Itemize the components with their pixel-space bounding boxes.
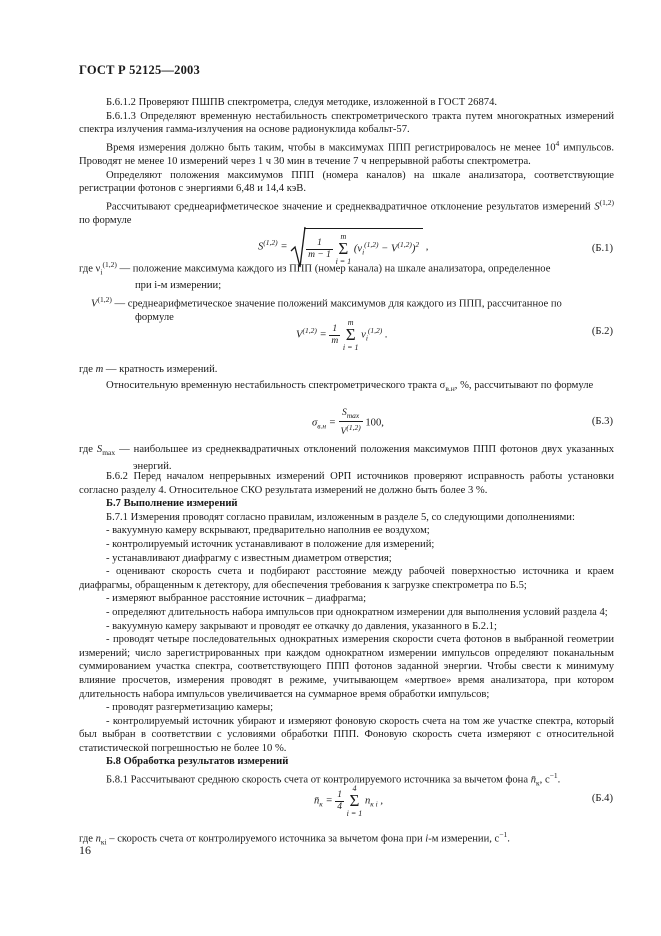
- legend-nki: где $n_{кi}$ – скорость счета от контролируемого источника за вычетом фона при i-м измерении, $с^{-1}$.: [79, 830, 510, 847]
- heading-b8: Б.8 Обработка результатов измерений: [106, 756, 289, 768]
- paragraph-relative-instability: Относительную временную нестабильность спектрометрического тракта $\sigma_{в.н}$, %, рассчитывают по формуле: [106, 380, 594, 394]
- section-b7-text: [79, 470, 614, 790]
- list-item: - измеряют выбранное расстояние источник – диафрагма;: [106, 593, 367, 605]
- formula-number-b2: (Б.2): [591, 326, 613, 337]
- formula-b1: S$^{(1,2)}$ = $\frac{1}{m - 1}$ m Σ i = 1 $(\nu_i^{(1,2)} - V^{(1,2)})^2$ ,: [258, 225, 428, 269]
- list-item: - вакуумную камеру закрывают и проводят ее откачку до давления, указанного в Б.2.1;: [106, 620, 497, 632]
- list-item: - определяют длительность набора импульсов при однократном измерении для выполнения условий раздела 4;: [106, 606, 608, 618]
- formula-number-b3: (Б.3): [591, 416, 613, 427]
- legend-nu-cont: при i-м измерении;: [135, 280, 222, 292]
- list-item: - контролируемый источник убирают и измеряют фоновую скорость счета на том же участке спектра, который был выбран в соответствии с условиями обработки ППП. Фоновую скорость счета измеряют с относительной статистической погрешностью не более 10 %.: [79, 715, 614, 754]
- section-b6-text: [79, 96, 614, 227]
- list-item: - оценивают скорость счета и подбирают расстояние между рабочей поверхностью источника и краем диафрагмы, обращенным к детектору, для обеспечения требования к загрузке спектрометра по Б.5;: [79, 566, 614, 591]
- heading-b7: Б.7 Выполнение измерений: [106, 498, 238, 510]
- document-header: ГОСТ Р 52125—2003: [79, 63, 200, 77]
- list-item: - проводят четыре последовательных однократных измерения скорости счета фотонов в выбранной геометрии измерений; число зарегистрированных при каждом однократном измерении импульсов определяют поканальным суммированием участка спектра, соответствующего ППП фотонов заданной энергии. Чтобы свести к минимуму влияние просчетов, измерения проводят в режиме, учитывающем «мертвое» время анализатора, при котором длительность набора импульсов увеличивается на суммарное время обработки импульсов;: [79, 634, 614, 700]
- list-item: - проводят разгерметизацию камеры;: [106, 702, 274, 714]
- legend-m: где m — кратность измерений.: [79, 364, 218, 375]
- paragraph-b81: Б.8.1 Рассчитывают среднюю скорость счета от контролируемого источника за вычетом фона $n̄_к$, $с^{-1}$.: [106, 771, 561, 788]
- legend-nu: где $\nu_i^{(1,2)}$ — положение максимума каждого из ППП (номер канала) на шкале анализатора, определенное: [79, 260, 551, 277]
- list-item: - устанавливают диафрагму с известным диаметром отверстия;: [106, 552, 392, 564]
- legend-v: V$^{(1,2)}$ — среднеарифметическое значение положений максимумов для каждого из ППП, рассчитанное по: [91, 294, 562, 310]
- page-number: 16: [79, 843, 91, 857]
- paragraph-measurement-time: Время измерения должно быть таким, чтобы в максимумах ППП регистрировалось не менее $10^4$ импульсов. Проводят не менее 10 измерений через 1 ч 30 мин в течение 7 ч непрерывной работы спектрометра.: [79, 138, 614, 167]
- formula-b2: V$^{(1,2)}$ = $\frac{1}{m}$ m Σ i = 1 $\nu_i^{(1,2)}$ .: [296, 318, 388, 352]
- paragraph-peak-positions: Определяют положения максимумов ППП (номера каналов) на шкале анализатора, соответствующие регистрации фотонов с энергиями 6,48 и 14,4 кэВ.: [79, 169, 614, 195]
- legend-v-cont: формуле: [135, 311, 174, 323]
- paragraph-b613: Б.6.1.3 Определяют временную нестабильность спектрометрического тракта путем многократных измерений спектра излучения гамма-излучения на основе радионуклида кобальт-57.: [79, 110, 614, 136]
- paragraph-b71: Б.7.1 Измерения проводят согласно правилам, изложенным в разделе 5, со следующими дополнениями:: [106, 511, 575, 523]
- formula-number-b4: (Б.4): [591, 793, 613, 804]
- list-item: - вакуумную камеру вскрывают, предварительно наполнив ее воздухом;: [106, 525, 430, 537]
- paragraph-b612: Б.6.1.2 Проверяют ПШПВ спектрометра, следуя методике, изложенной в ГОСТ 26874.: [106, 97, 498, 108]
- legend-smax: где $S_{max}$ — наибольшее из среднеквадратичных отклонений положения максимумов ППП фотонов двух указанных энергий.: [79, 444, 614, 472]
- formula-b4: $n̄_к$ = $\frac{1}{4}$ 4 Σ i = 1 $n_{к i}$ ,: [314, 784, 384, 818]
- paragraph-calc-intro: Рассчитывают среднеарифметическое значение и среднеквадратичное отклонение результатов измерений S$^{(1,2)}$ по формуле: [79, 197, 614, 226]
- paragraph-b62: Б.6.2 Перед началом непрерывных измерений ОРП источников проверяют исправность работы установки согласно разделу 4. Относительное СКО результата измерений не должно быть более 3 %.: [79, 471, 614, 496]
- formula-b3: $\sigma_{в.н}$ = $\frac{S_{max}}{V^{(1,2)}}$ 100,: [312, 408, 384, 438]
- list-item: - контролируемый источник устанавливают в положение для измерений;: [106, 538, 435, 550]
- formula-number-b1: (Б.1): [591, 243, 613, 254]
- legend-b1: [79, 258, 614, 325]
